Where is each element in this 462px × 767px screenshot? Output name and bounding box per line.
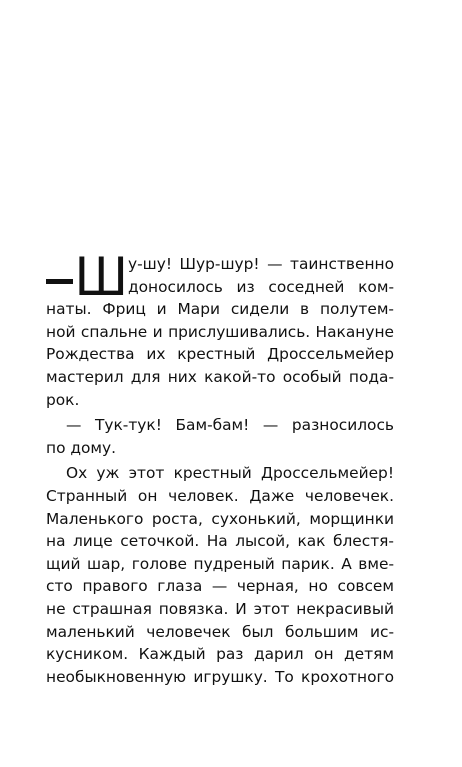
text-line: рок. bbox=[46, 390, 80, 409]
text-line: щий шар, голове пудреный парик. А вме- bbox=[46, 554, 394, 573]
text-line: Маленького роста, сухонький, морщинки bbox=[46, 509, 394, 528]
drop-cap bbox=[46, 246, 128, 308]
text-line: маленький человечек был большим ис- bbox=[46, 622, 394, 641]
text-line: мастерил для них какой-то особый пода- bbox=[46, 367, 394, 386]
text-line: сто правого глаза — черная, но совсем bbox=[46, 577, 394, 596]
text-line: Рождества их крестный Дроссельмейер bbox=[46, 345, 394, 364]
text-line: доносилось из соседней ком- bbox=[128, 277, 394, 296]
drop-cap-letter: Ш bbox=[74, 246, 128, 308]
text-line: ной спальне и прислушивались. Накануне bbox=[46, 322, 394, 341]
text-line: наты. Фриц и Мари сидели в полутем- bbox=[46, 300, 394, 319]
text-line: Странный он человек. Даже человечек. bbox=[46, 486, 394, 505]
drop-cap-dash bbox=[46, 279, 73, 284]
text-line: Ох уж этот крестный Дроссельмейер! bbox=[66, 464, 394, 483]
story-text bbox=[46, 246, 394, 688]
text-line: на лице сеточкой. На лысой, как блестя- bbox=[46, 532, 394, 551]
text-line: — Тук-тук! Бам-бам! — разносилось bbox=[66, 416, 394, 435]
text-line: у-шу! Шур-шур! — таинственно bbox=[128, 255, 394, 273]
text-line: кусником. Каждый раз дарил он детям bbox=[46, 645, 394, 664]
paragraph-2 bbox=[46, 414, 394, 459]
paragraph-1 bbox=[46, 246, 394, 411]
text-line: не страшная повязка. И этот некрасивый bbox=[46, 599, 394, 618]
text-line: по дому. bbox=[46, 438, 117, 457]
paragraph-3 bbox=[46, 462, 394, 688]
text-line: необыкновенную игрушку. То крохотного bbox=[46, 667, 394, 686]
